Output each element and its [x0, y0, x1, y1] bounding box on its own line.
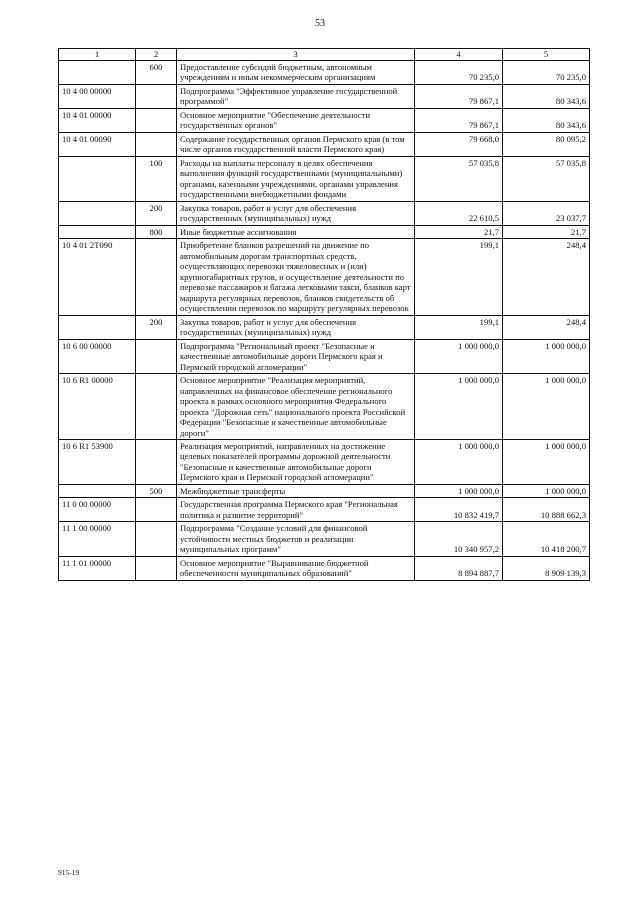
amount-year2-cell: 8 909 139,3 [503, 556, 590, 580]
budget-code-cell [59, 225, 136, 238]
amount-year2-cell: 1 000 000,0 [503, 439, 590, 484]
budget-code-cell [59, 201, 136, 225]
table-header-row [59, 49, 590, 61]
table-row [59, 201, 590, 225]
expense-type-cell [136, 239, 177, 315]
table-row [59, 108, 590, 132]
expense-type-cell [136, 498, 177, 522]
expense-type-cell [136, 108, 177, 132]
amount-year1-cell: 79 867,1 [415, 84, 503, 108]
expense-type-cell [136, 374, 177, 440]
expense-type-cell: 200 [136, 315, 177, 339]
amount-year1-cell: 1 000 000,0 [415, 439, 503, 484]
expense-type-cell: 800 [136, 225, 177, 238]
budget-code-cell: 11 0 00 00000 [59, 498, 136, 522]
table-row [59, 239, 590, 315]
item-name-cell: Межбюджетные трансферты [177, 484, 415, 497]
amount-year2-cell: 57 035,8 [503, 156, 590, 201]
table-row [59, 339, 590, 373]
budget-code-cell: 11 1 01 00000 [59, 556, 136, 580]
amount-year1-cell: 57 035,8 [415, 156, 503, 201]
amount-year2-cell: 1 000 000,0 [503, 374, 590, 440]
item-name-cell: Основное мероприятие "Реализация мероприятий, направленных на финансовое обеспечение регионального проекта в рамках основного мероприятия Федерального проекта "Дорожная сеть" национального проекта Российской Федерации "Безопасные и качественные автомобильные дороги" [177, 374, 415, 440]
amount-year2-cell: 70 235,0 [503, 61, 590, 85]
amount-year2-cell: 10 418 200,7 [503, 522, 590, 556]
item-name-cell: Подпрограмма "Эффективное управление государственной программой" [177, 84, 415, 108]
column-header: 3 [177, 49, 415, 61]
item-name-cell: Предоставление субсидий бюджетным, автономным учреждениям и иным некоммерческим организациям [177, 61, 415, 85]
amount-year2-cell: 80 343,6 [503, 108, 590, 132]
budget-code-cell [59, 61, 136, 85]
item-name-cell: Государственная программа Пермского края "Региональная политика и развитие территорий" [177, 498, 415, 522]
amount-year2-cell: 10 888 662,3 [503, 498, 590, 522]
budget-code-cell: 10 4 00 00000 [59, 84, 136, 108]
expense-type-cell: 600 [136, 61, 177, 85]
table-row [59, 439, 590, 484]
amount-year1-cell: 70 235,0 [415, 61, 503, 85]
table-row [59, 315, 590, 339]
table-row [59, 61, 590, 85]
budget-code-cell: 10 6 R1 00000 [59, 374, 136, 440]
budget-code-cell: 10 4 01 2Т090 [59, 239, 136, 315]
item-name-cell: Содержание государственных органов Пермского края (в том числе органов государственной власти Пермского края) [177, 132, 415, 156]
table-row [59, 84, 590, 108]
amount-year1-cell: 79 867,1 [415, 108, 503, 132]
expense-type-cell [136, 439, 177, 484]
expense-type-cell: 500 [136, 484, 177, 497]
expense-type-cell: 200 [136, 201, 177, 225]
budget-code-cell [59, 484, 136, 497]
amount-year1-cell: 199,1 [415, 315, 503, 339]
item-name-cell: Закупка товаров, работ и услуг для обеспечения государственных (муниципальных) нужд [177, 201, 415, 225]
budget-code-cell: 10 6 R1 53900 [59, 439, 136, 484]
amount-year1-cell: 1 000 000,0 [415, 484, 503, 497]
column-header: 2 [136, 49, 177, 61]
amount-year2-cell: 1 000 000,0 [503, 484, 590, 497]
amount-year2-cell: 1 000 000,0 [503, 339, 590, 373]
item-name-cell: Реализация мероприятий, направленных на достижение целевых показателей программы дорожной деятельности "Безопасные и качественные автомобильные дороги Пермского края и Пермской городской агломерации" [177, 439, 415, 484]
expense-type-cell [136, 132, 177, 156]
amount-year1-cell: 8 894 887,7 [415, 556, 503, 580]
column-header: 4 [415, 49, 503, 61]
column-header: 5 [503, 49, 590, 61]
expense-type-cell [136, 556, 177, 580]
budget-code-cell: 10 4 01 00090 [59, 132, 136, 156]
budget-code-cell: 10 6 00 00000 [59, 339, 136, 373]
table-row [59, 156, 590, 201]
amount-year1-cell: 1 000 000,0 [415, 339, 503, 373]
expense-type-cell [136, 339, 177, 373]
budget-code-cell [59, 156, 136, 201]
item-name-cell: Закупка товаров, работ и услуг для обеспечения государственных (муниципальных) нужд [177, 315, 415, 339]
budget-code-cell: 10 4 01 00000 [59, 108, 136, 132]
amount-year2-cell: 248,4 [503, 239, 590, 315]
amount-year1-cell: 10 340 957,2 [415, 522, 503, 556]
amount-year1-cell: 199,1 [415, 239, 503, 315]
expense-type-cell: 100 [136, 156, 177, 201]
table-row [59, 556, 590, 580]
expense-type-cell [136, 84, 177, 108]
table-row [59, 225, 590, 238]
item-name-cell: Основное мероприятие "Обеспечение деятельности государственных органов" [177, 108, 415, 132]
budget-code-cell [59, 315, 136, 339]
amount-year1-cell: 22 610,5 [415, 201, 503, 225]
table-row [59, 132, 590, 156]
item-name-cell: Подпрограмма "Создание условий для финансовой устойчивости местных бюджетов и реализации муниципальных программ" [177, 522, 415, 556]
table-row [59, 374, 590, 440]
budget-table [58, 48, 590, 581]
amount-year2-cell: 80 343,6 [503, 84, 590, 108]
amount-year1-cell: 1 000 000,0 [415, 374, 503, 440]
expense-type-cell [136, 522, 177, 556]
amount-year2-cell: 248,4 [503, 315, 590, 339]
page-number: 53 [315, 18, 325, 29]
budget-code-cell: 11 1 00 00000 [59, 522, 136, 556]
column-header: 1 [59, 49, 136, 61]
item-name-cell: Основное мероприятие "Выравнивание бюджетной обеспеченности муниципальных образований" [177, 556, 415, 580]
item-name-cell: Расходы на выплаты персоналу в целях обеспечения выполнения функций государственными (муниципальными) органами, казенными учреждениями, органами управления государственными внебюджетными фондами [177, 156, 415, 201]
amount-year2-cell: 80 095,2 [503, 132, 590, 156]
amount-year1-cell: 79 668,0 [415, 132, 503, 156]
amount-year2-cell: 21,7 [503, 225, 590, 238]
table-row [59, 522, 590, 556]
item-name-cell: Подпрограмма "Региональный проект "Безопасные и качественные автомобильные дороги Пермского края и Пермской городской агломерации" [177, 339, 415, 373]
amount-year2-cell: 23 037,7 [503, 201, 590, 225]
document-code: 915-19 [58, 868, 80, 877]
table-row [59, 484, 590, 497]
amount-year1-cell: 10 832 419,7 [415, 498, 503, 522]
item-name-cell: Приобретение бланков разрешений на движение по автомобильным дорогам транспортных средств, осуществляющих перевозки тяжеловесных и (или) крупногабаритных грузов, и осуществление деятельности по перевозке пассажиров и багажа легковыми такси, бланков карт маршрута регулярных перевозок, бланков свидетельств об осуществлении перевозок по маршруту регулярных перевозок [177, 239, 415, 315]
item-name-cell: Иные бюджетные ассигнования [177, 225, 415, 238]
table-row [59, 498, 590, 522]
amount-year1-cell: 21,7 [415, 225, 503, 238]
